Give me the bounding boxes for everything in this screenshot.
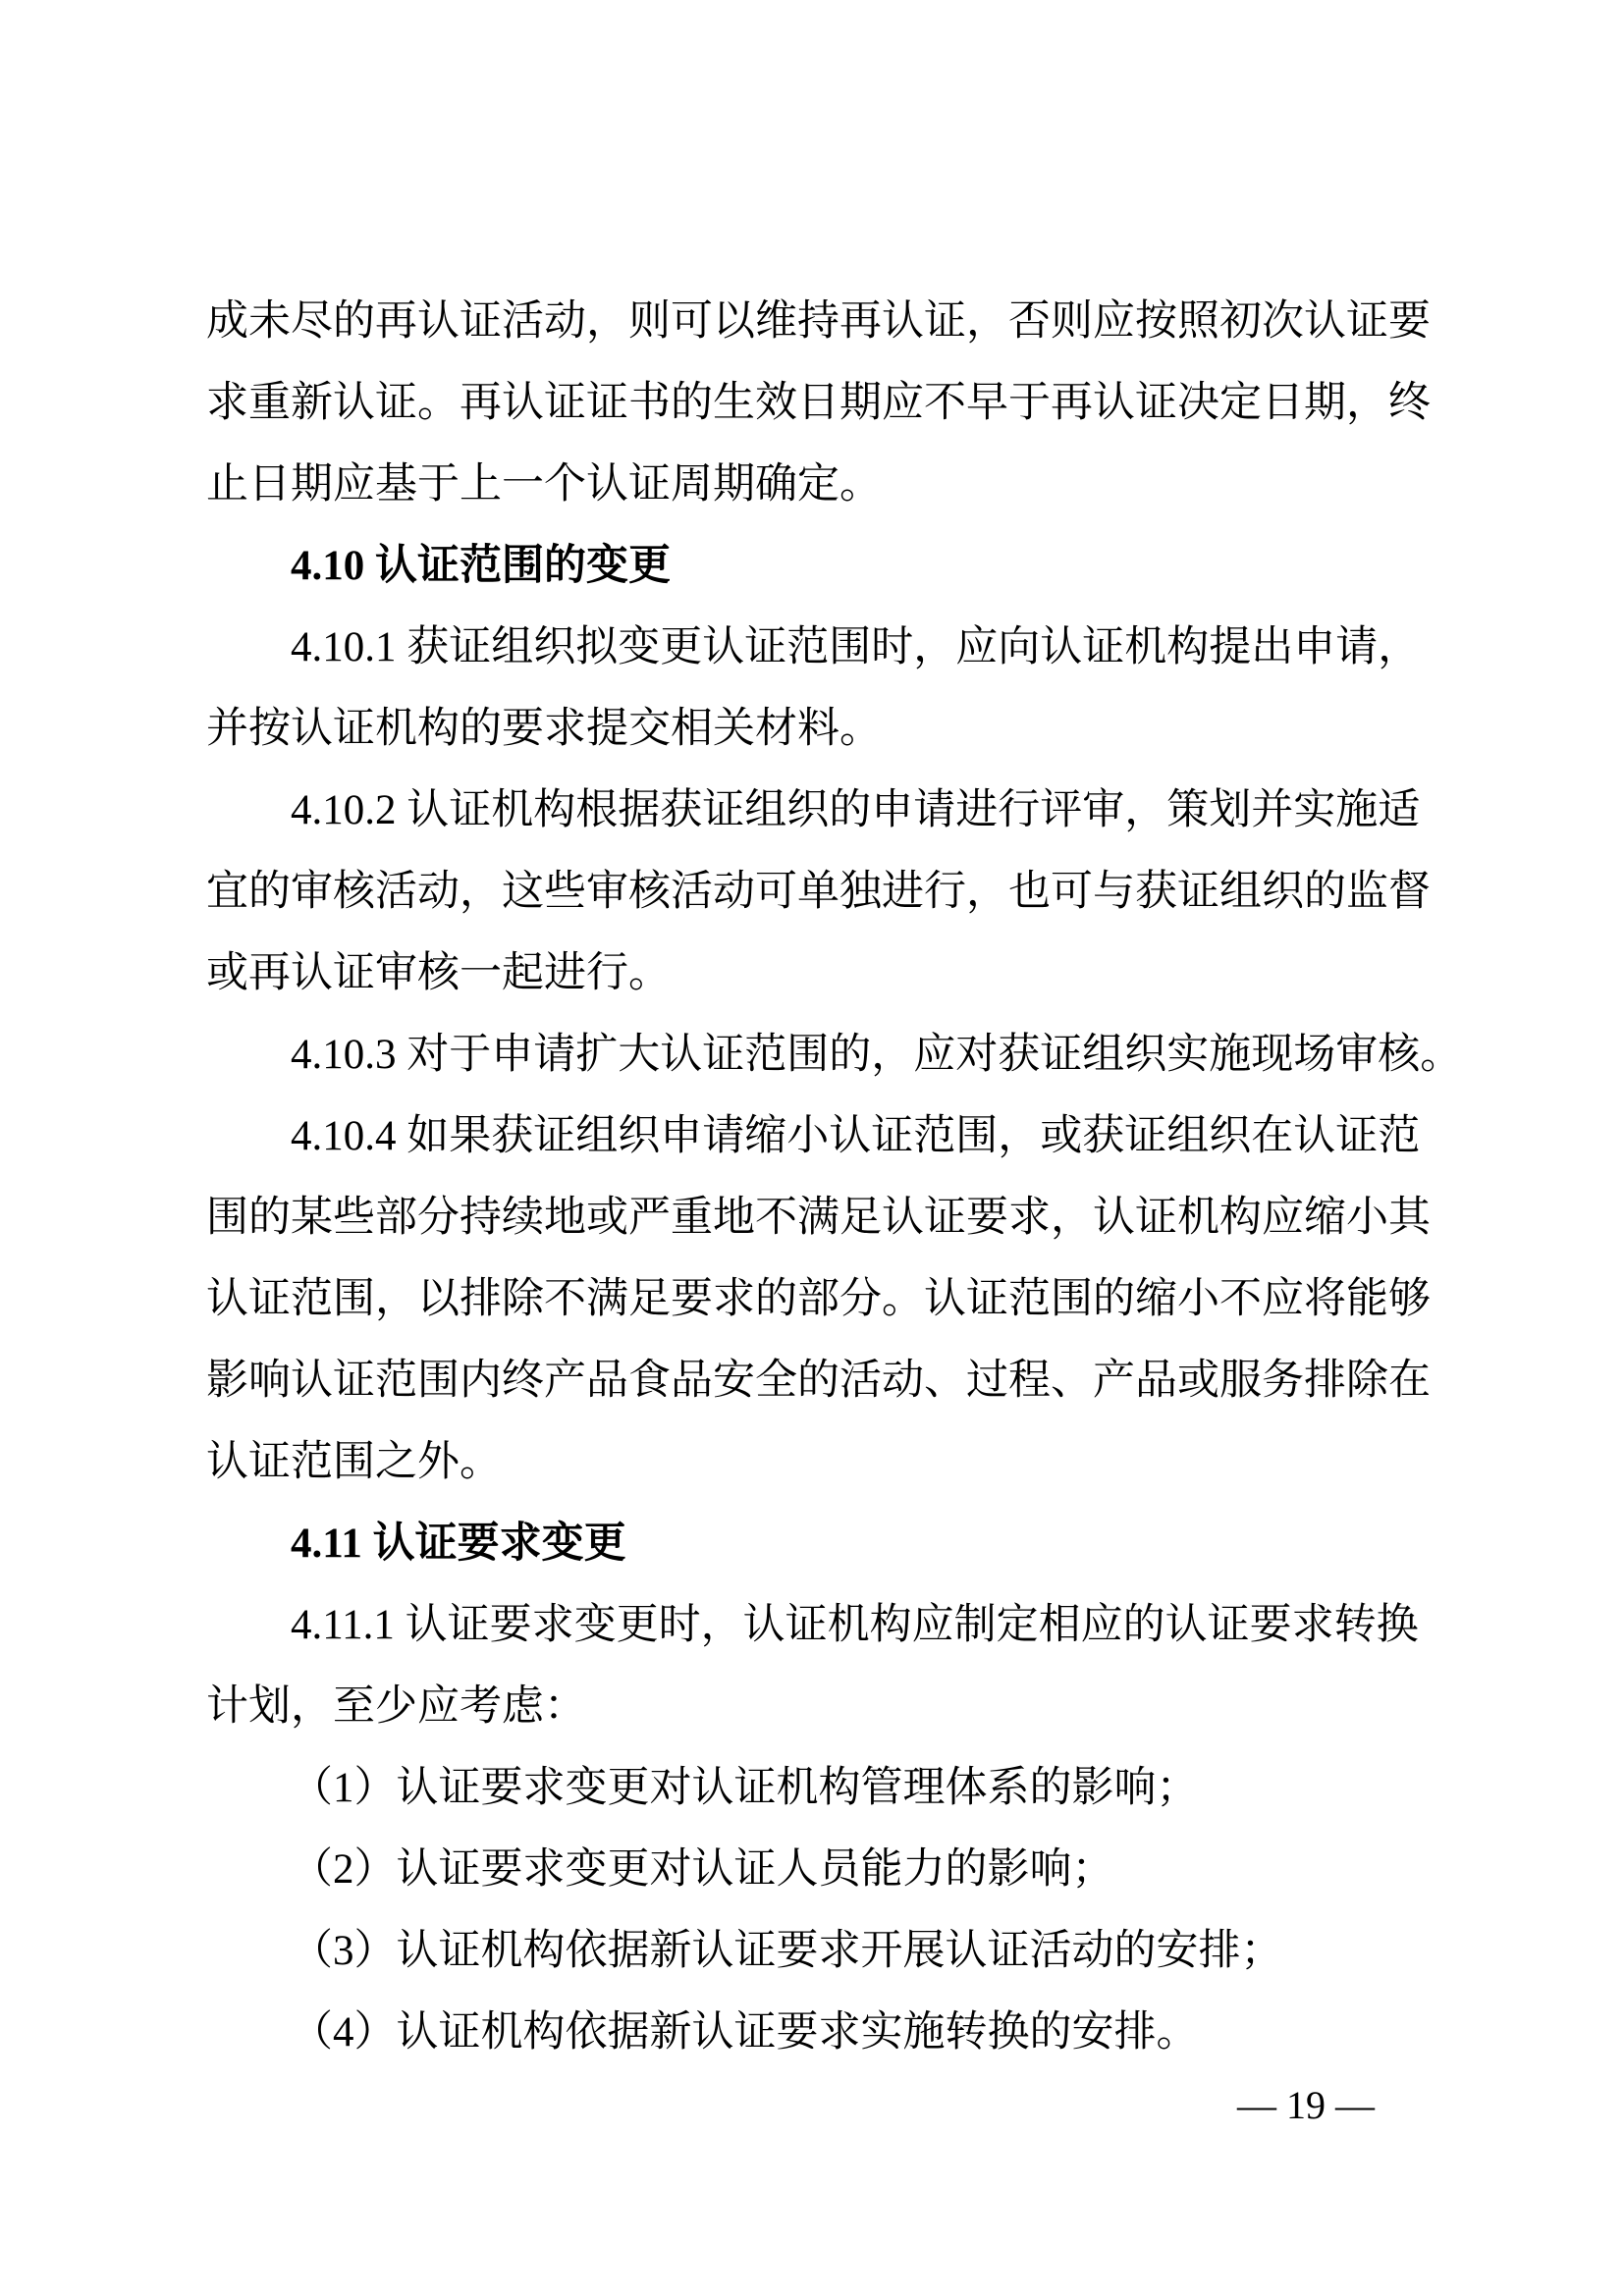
text-line: 4.10.3 对于申请扩大认证范围的，应对获证组织实施现场审核。 (291, 1032, 1463, 1078)
text-line: 4.10 认证范围的变更 (291, 543, 671, 589)
text-line: 4.10.4 如果获证组织申请缩小认证范围，或获证组织在认证范 (291, 1113, 1421, 1159)
text-line: （4）认证机构依据新认证要求实施转换的安排。 (291, 2009, 1199, 2056)
text-line: 影响认证范围内终产品食品安全的活动、过程、产品或服务排除在 (206, 1358, 1431, 1404)
text-line: （2）认证要求变更对认证人员能力的影响； (291, 1846, 1114, 1893)
text-line: （3）认证机构依据新认证要求开展认证活动的安排； (291, 1928, 1283, 1974)
text-line: 并按认证机构的要求提交相关材料。 (206, 706, 882, 752)
text-line: 4.10.1 获证组织拟变更认证范围时，应向认证机构提出申请， (291, 624, 1421, 670)
text-line: 4.11 认证要求变更 (291, 1521, 626, 1567)
page-number: — 19 — (1237, 2083, 1375, 2127)
text-line: 4.10.2 认证机构根据获证组织的申请进行评审，策划并实施适 (291, 787, 1421, 833)
text-line: 宜的审核活动，这些审核活动可单独进行，也可与获证组织的监督 (206, 869, 1431, 915)
text-line: 或再认证审核一起进行。 (206, 950, 671, 996)
text-line: 认证范围之外。 (206, 1439, 502, 1485)
document-body (206, 281, 1463, 2073)
text-line: 4.11.1 认证要求变更时，认证机构应制定相应的认证要求转换 (291, 1602, 1419, 1648)
text-line: 计划，至少应考虑： (206, 1683, 586, 1730)
page-footer (1218, 2083, 1394, 2128)
text-line: 求重新认证。再认证证书的生效日期应不早于再认证决定日期，终 (206, 380, 1431, 426)
text-line: （1）认证要求变更对认证机构管理体系的影响； (291, 1765, 1199, 1811)
text-line: 认证范围，以排除不满足要求的部分。认证范围的缩小不应将能够 (206, 1276, 1431, 1322)
text-line: 止日期应基于上一个认证周期确定。 (206, 461, 882, 507)
text-line: 围的某些部分持续地或严重地不满足认证要求，认证机构应缩小其 (206, 1195, 1431, 1241)
text-line: 成未尽的再认证活动，则可以维持再认证，否则应按照初次认证要 (206, 298, 1431, 345)
